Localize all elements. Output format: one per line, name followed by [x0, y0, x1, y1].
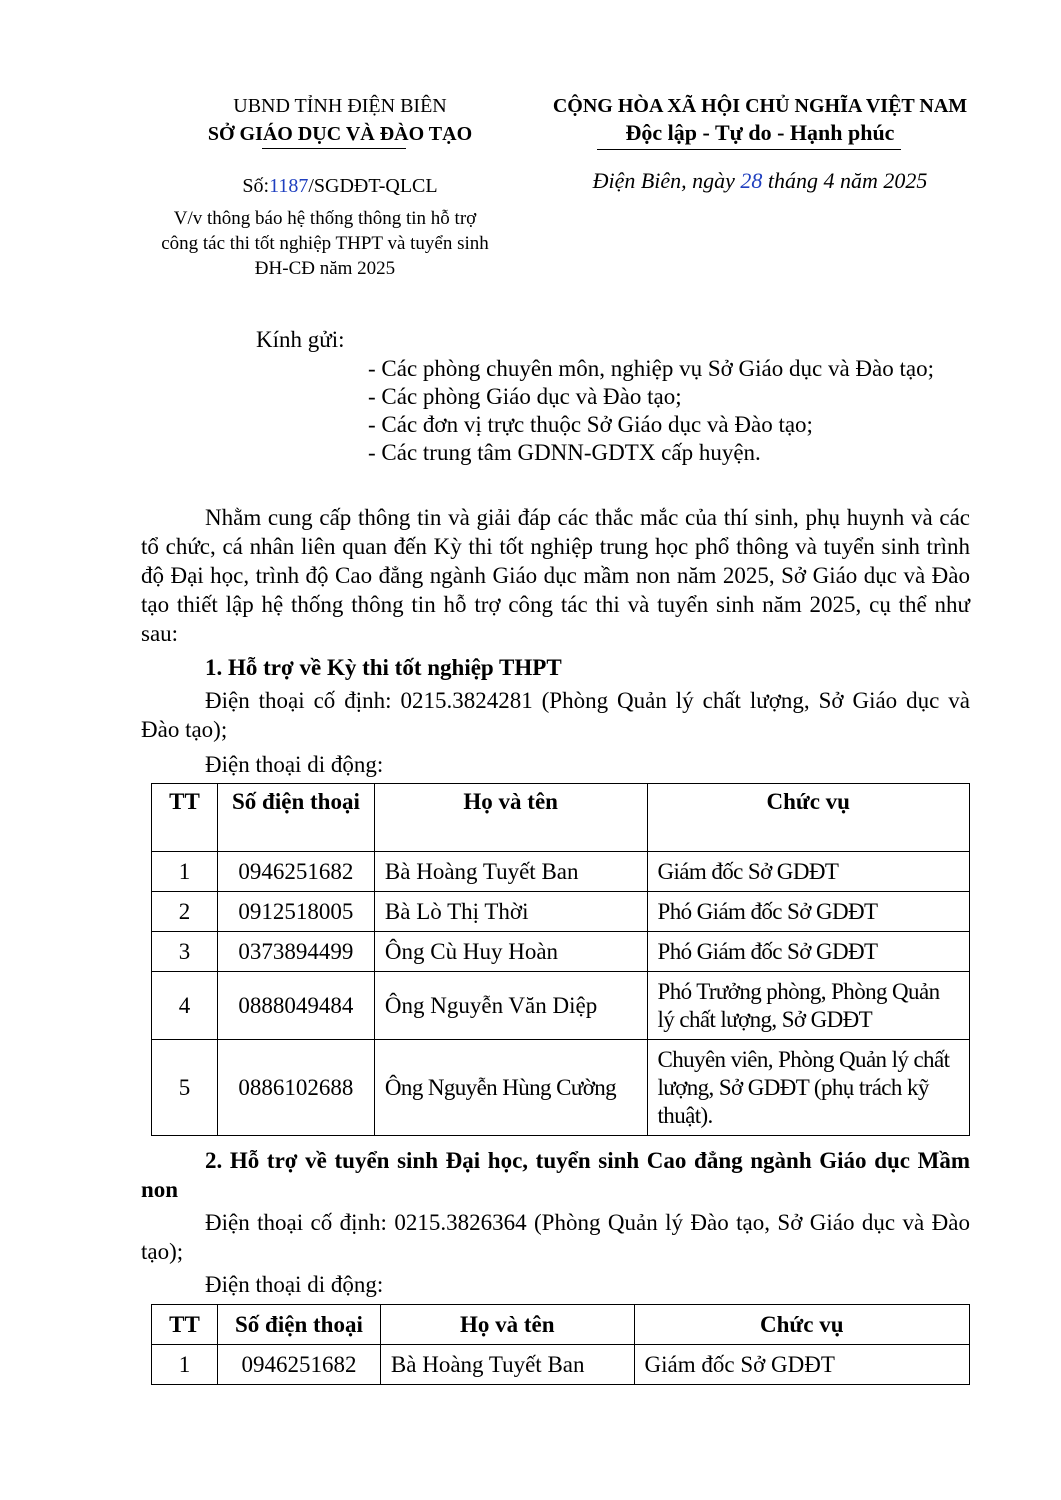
recipient-item: - Các đơn vị trực thuộc Sở Giáo dục và Đào tạo;: [368, 412, 813, 437]
section1-contact-table: [151, 783, 970, 1136]
cell-tt: 2: [152, 892, 218, 932]
cell-tt: 1: [152, 852, 218, 892]
date-suffix: tháng 4 năm 2025: [767, 168, 928, 193]
section1-heading: 1. Hỗ trợ về Kỳ thi tốt nghiệp THPT: [205, 655, 562, 680]
nation-title: CỘNG HÒA XÃ HỘI CHỦ NGHĨA VIỆT NAM: [552, 95, 968, 117]
cell-position: Chuyên viên, Phòng Quản lý chất lượng, Sở GDĐT (phụ trách kỹ thuật).: [647, 1040, 970, 1136]
section2-heading: 2. Hỗ trợ về tuyển sinh Đại học, tuyển sinh Cao đẳng ngành Giáo dục Mầm non: [141, 1148, 970, 1202]
cell-name: Ông Cù Huy Hoàn: [374, 932, 647, 972]
cell-name: Bà Hoàng Tuyết Ban: [374, 852, 647, 892]
header-position: Chức vụ: [634, 1305, 969, 1345]
section2-landline: Điện thoại cố định: 0215.3826364 (Phòng Quản lý Đào tạo, Sở Giáo dục và Đào tạo);: [141, 1210, 970, 1264]
cell-phone: 0888049484: [217, 972, 374, 1040]
cell-phone: 0373894499: [217, 932, 374, 972]
cell-tt: 1: [152, 1345, 218, 1385]
recipient-item: - Các phòng Giáo dục và Đào tạo;: [368, 384, 682, 409]
table-row: [152, 932, 970, 972]
cell-name: Bà Hoàng Tuyết Ban: [380, 1345, 634, 1385]
recipients-list: [368, 355, 1008, 467]
cell-tt: 4: [152, 972, 218, 1040]
section2-mobile-label: Điện thoại di động:: [205, 1272, 384, 1297]
cell-phone: 0946251682: [217, 1345, 380, 1385]
table-row: [152, 1345, 970, 1385]
table-row: [152, 1040, 970, 1136]
date-day: 28: [740, 168, 763, 193]
document-number: [140, 172, 540, 200]
number-suffix: /SGDĐT-QLCL: [308, 175, 438, 197]
cell-tt: 5: [152, 1040, 218, 1136]
header-phone: Số điện thoại: [217, 784, 374, 852]
cell-position: Giám đốc Sở GDĐT: [647, 852, 970, 892]
cell-tt: 3: [152, 932, 218, 972]
section1-mobile-label: Điện thoại di động:: [205, 752, 384, 777]
number-prefix: Số:: [242, 175, 270, 197]
cell-position: Giám đốc Sở GDĐT: [634, 1345, 969, 1385]
intro-paragraph: Nhằm cung cấp thông tin và giải đáp các thắc mắc của thí sinh, phụ huynh và các tổ chức, cá nhân liên quan đến Kỳ thi tốt nghiệp trung học phổ thông và tuyển sinh trình độ Đại học, trình độ Cao đẳng ngành Giáo dục mầm non năm 2025, Sở Giáo dục và Đào tạo thiết lập hệ thống thông tin hỗ trợ công tác thi và tuyển sinh năm 2025, cụ thể như sau:: [141, 505, 970, 646]
section2-contact-table: [151, 1304, 970, 1385]
header-name: Họ và tên: [374, 784, 647, 852]
agency-underline: [262, 148, 406, 149]
cell-name: Bà Lò Thị Thời: [374, 892, 647, 932]
agency-parent: UBND TỈNH ĐIỆN BIÊN: [233, 95, 447, 117]
cell-phone: 0946251682: [217, 852, 374, 892]
motto-underline: [597, 149, 901, 150]
cell-position: Phó Giám đốc Sở GDĐT: [647, 932, 970, 972]
cell-phone: 0912518005: [217, 892, 374, 932]
header-tt: TT: [152, 1305, 218, 1345]
table-row: [152, 852, 970, 892]
cell-phone: 0886102688: [217, 1040, 374, 1136]
recipients-label: Kính gửi:: [256, 327, 345, 352]
table-header-row: [152, 784, 970, 852]
section1-landline: Điện thoại cố định: 0215.3824281 (Phòng Quản lý chất lượng, Sở Giáo dục và Đào tạo);: [141, 688, 970, 742]
table-row: [152, 972, 970, 1040]
issue-date: [510, 167, 1010, 195]
recipient-item: - Các phòng chuyên môn, nghiệp vụ Sở Giáo dục và Đào tạo;: [368, 356, 934, 381]
cell-position: Phó Giám đốc Sở GDĐT: [647, 892, 970, 932]
table-header-row: [152, 1305, 970, 1345]
cell-name: Ông Nguyễn Hùng Cường: [374, 1040, 647, 1136]
header-phone: Số điện thoại: [217, 1305, 380, 1345]
agency-name: SỞ GIÁO DỤC VÀ ĐÀO TẠO: [207, 123, 473, 145]
date-prefix: Điện Biên, ngày: [592, 168, 735, 193]
document-subject: V/v thông báo hệ thống thông tin hỗ trợ công tác thi tốt nghiệp THPT và tuyển sinh ĐH-CĐ năm 2025: [161, 208, 489, 279]
header-position: Chức vụ: [647, 784, 970, 852]
recipient-item: - Các trung tâm GDNN-GDTX cấp huyện.: [368, 440, 761, 465]
cell-name: Ông Nguyễn Văn Diệp: [374, 972, 647, 1040]
header-name: Họ và tên: [380, 1305, 634, 1345]
number-value: 1187: [269, 175, 309, 197]
nation-motto: Độc lập - Tự do - Hạnh phúc: [625, 120, 895, 145]
table-row: [152, 892, 970, 932]
cell-position: Phó Trưởng phòng, Phòng Quản lý chất lượng, Sở GDĐT: [647, 972, 970, 1040]
header-tt: TT: [152, 784, 218, 852]
